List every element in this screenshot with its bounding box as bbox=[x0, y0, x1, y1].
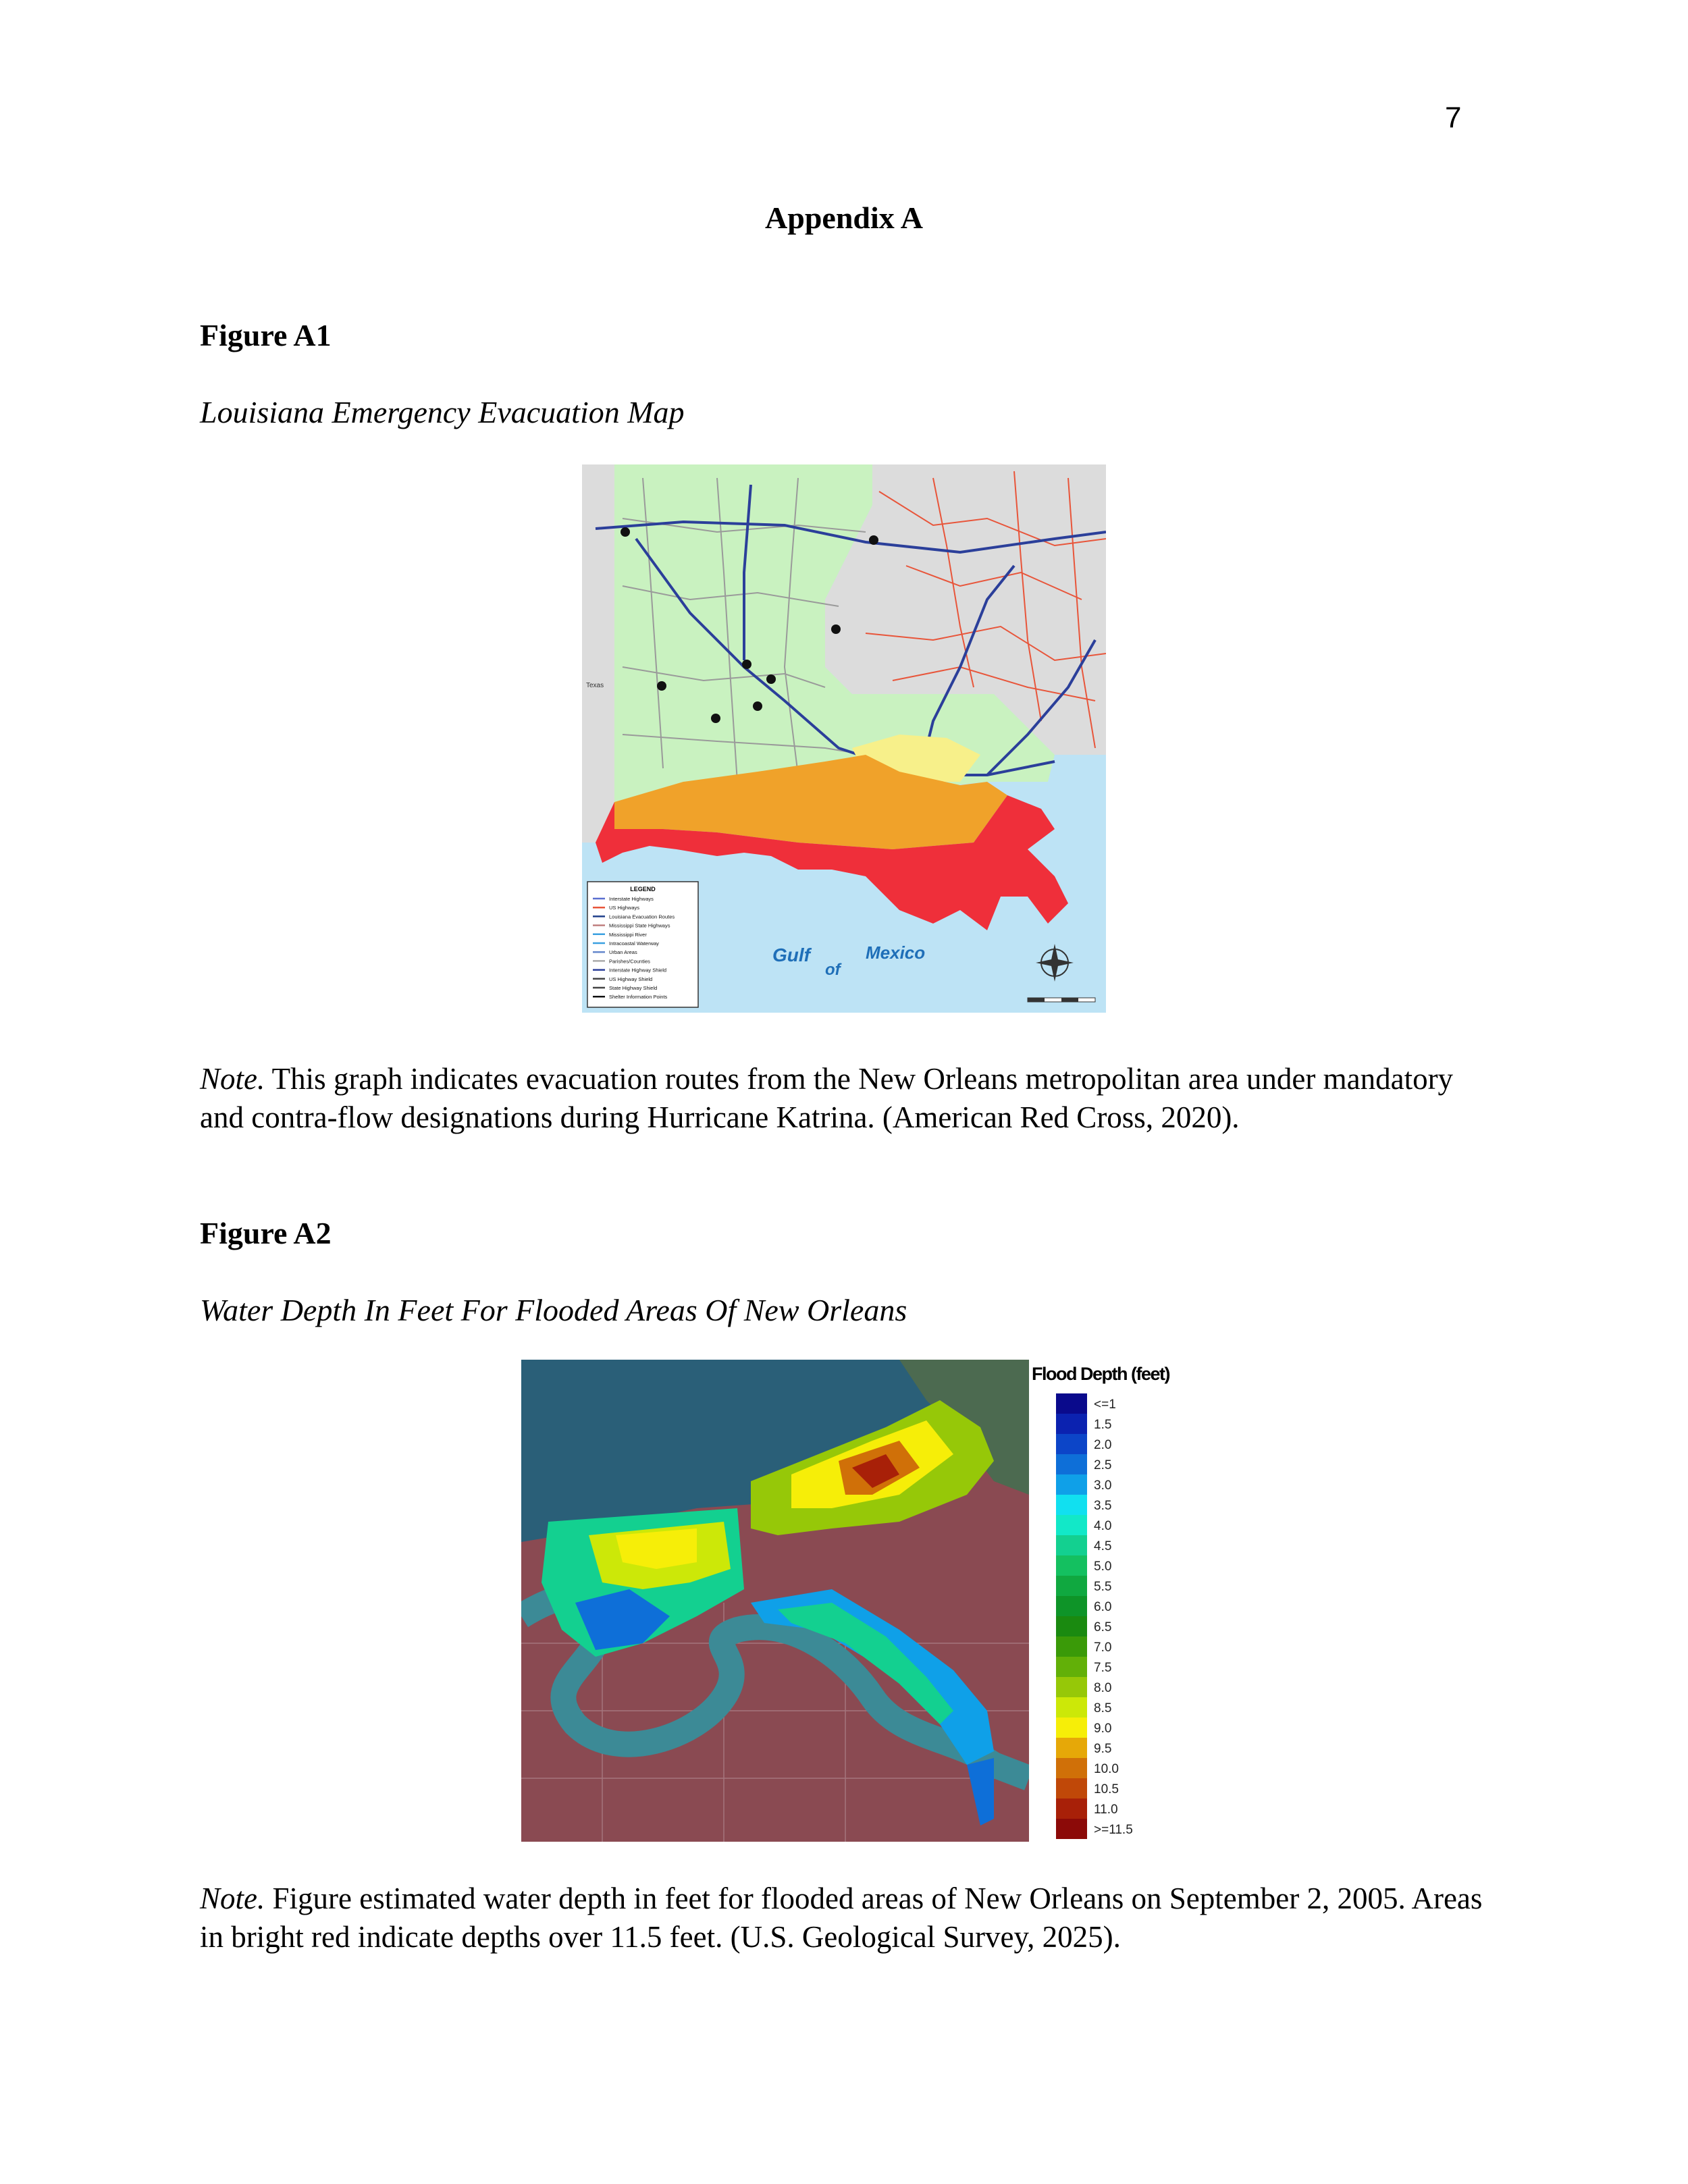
figure-a1-label: Figure A1 bbox=[200, 318, 332, 352]
flood-legend-swatch bbox=[1056, 1555, 1087, 1576]
flood-legend-swatch bbox=[1056, 1474, 1087, 1495]
appendix-heading: Appendix A bbox=[765, 201, 923, 235]
louisiana-evacuation-map bbox=[582, 464, 1106, 1013]
flood-legend-label: 8.0 bbox=[1094, 1681, 1112, 1695]
flood-legend-label: 3.0 bbox=[1094, 1479, 1112, 1493]
flood-legend-label: 5.0 bbox=[1094, 1560, 1112, 1574]
map-legend-label: State Highway Shield bbox=[609, 985, 658, 991]
flood-legend-swatch bbox=[1056, 1717, 1087, 1738]
figure-a2-label: Figure A2 bbox=[200, 1216, 332, 1250]
flood-legend-label: 9.0 bbox=[1094, 1722, 1112, 1736]
flood-legend-label: 10.5 bbox=[1094, 1782, 1119, 1796]
flood-legend-title: Flood Depth (feet) bbox=[1032, 1364, 1169, 1384]
flood-legend-label: 7.0 bbox=[1094, 1641, 1112, 1655]
flood-legend-label: 8.5 bbox=[1094, 1701, 1112, 1715]
map-legend-label: US Highways bbox=[609, 905, 640, 911]
texas-label: Texas bbox=[586, 682, 604, 689]
flood-west-high bbox=[616, 1528, 697, 1569]
flood-legend-swatch bbox=[1056, 1697, 1087, 1717]
flood-legend-swatch bbox=[1056, 1576, 1087, 1596]
flood-legend-swatch bbox=[1056, 1677, 1087, 1697]
flood-legend-swatch bbox=[1056, 1738, 1087, 1758]
map-legend bbox=[587, 882, 698, 1007]
map-legend-label: Parishes/Counties bbox=[609, 958, 650, 965]
figure-a2-note-text: Figure estimated water depth in feet for flooded areas of New Orleans on September 2, 2005. Areas in bright red indicate depths over 11.5 feet. (U.S. Geological Survey, 2025). bbox=[200, 1882, 1483, 1954]
page-number: 7 bbox=[1445, 101, 1462, 134]
map-legend-label: Interstate Highways bbox=[609, 896, 654, 902]
scale-bar bbox=[1028, 998, 1095, 1002]
map-legend-title: LEGEND bbox=[630, 886, 656, 893]
map-legend-label: Shelter Information Points bbox=[609, 994, 668, 1001]
flood-legend-label: 5.5 bbox=[1094, 1580, 1112, 1594]
flood-legend-swatch bbox=[1056, 1819, 1087, 1839]
flood-legend-swatch bbox=[1056, 1434, 1087, 1454]
map-legend-label: Urban Areas bbox=[609, 949, 637, 956]
of-label: of bbox=[825, 961, 841, 979]
flood-legend-label: 1.5 bbox=[1094, 1418, 1112, 1432]
flood-legend-label: 7.5 bbox=[1094, 1661, 1112, 1675]
map-legend-label: Intracoastal Waterway bbox=[609, 940, 659, 947]
flood-legend-swatch bbox=[1056, 1616, 1087, 1636]
figure-a1-note bbox=[200, 1060, 1503, 1137]
flood-legend-label: 10.0 bbox=[1094, 1762, 1119, 1776]
flood-legend-label: 3.5 bbox=[1094, 1499, 1112, 1513]
flood-legend-swatch bbox=[1056, 1596, 1087, 1616]
flood-legend-label: 11.0 bbox=[1094, 1803, 1118, 1817]
flood-legend-swatch bbox=[1056, 1495, 1087, 1515]
flood-legend-label: 6.0 bbox=[1094, 1600, 1112, 1614]
flood-legend-swatch bbox=[1056, 1454, 1087, 1474]
flood-legend-swatch bbox=[1056, 1657, 1087, 1677]
flood-legend-label: 2.0 bbox=[1094, 1438, 1112, 1452]
gulf-label: Gulf bbox=[772, 944, 810, 965]
flood-legend-swatch bbox=[1056, 1758, 1087, 1778]
new-orleans-flood-image bbox=[521, 1360, 1029, 1842]
figure-a1-note-label: Note. bbox=[200, 1062, 265, 1096]
flood-legend-label: 4.0 bbox=[1094, 1519, 1112, 1533]
figure-a2-title: Water Depth In Feet For Flooded Areas Of New Orleans bbox=[200, 1293, 907, 1327]
flood-legend-swatch bbox=[1056, 1414, 1087, 1434]
figure-a2-note bbox=[200, 1880, 1503, 1956]
flood-legend-label: 2.5 bbox=[1094, 1458, 1112, 1472]
map-legend-label: Interstate Highway Shield bbox=[609, 967, 667, 974]
map-legend-label: Mississippi State Highways bbox=[609, 922, 670, 929]
flood-legend-swatch bbox=[1056, 1393, 1087, 1414]
flood-legend-label: <=1 bbox=[1094, 1397, 1116, 1412]
flood-legend-label: 9.5 bbox=[1094, 1742, 1112, 1756]
flood-depth-legend bbox=[1029, 1360, 1171, 1842]
flood-legend-swatch bbox=[1056, 1799, 1087, 1819]
flood-legend-label: 6.5 bbox=[1094, 1620, 1112, 1634]
flood-legend-label: >=11.5 bbox=[1094, 1823, 1133, 1837]
mexico-label: Mexico bbox=[866, 942, 926, 963]
map-legend-label: US Highway Shield bbox=[609, 976, 653, 982]
figure-a1-title: Louisiana Emergency Evacuation Map bbox=[200, 395, 685, 429]
flood-legend-label: 4.5 bbox=[1094, 1539, 1112, 1553]
flood-legend-swatch bbox=[1056, 1778, 1087, 1799]
flood-legend-swatch bbox=[1056, 1636, 1087, 1657]
flood-legend-swatch bbox=[1056, 1515, 1087, 1535]
figure-a2-note-label: Note. bbox=[200, 1882, 265, 1915]
flood-legend-swatch bbox=[1056, 1535, 1087, 1555]
figure-a1-note-text: This graph indicates evacuation routes from the New Orleans metropolitan area under mandatory and contra-flow designations during Hurricane Katrina. (American Red Cross, 2020). bbox=[200, 1062, 1454, 1134]
map-legend-label: Mississippi River bbox=[609, 931, 647, 938]
map-legend-label: Louisiana Evacuation Routes bbox=[609, 913, 675, 920]
